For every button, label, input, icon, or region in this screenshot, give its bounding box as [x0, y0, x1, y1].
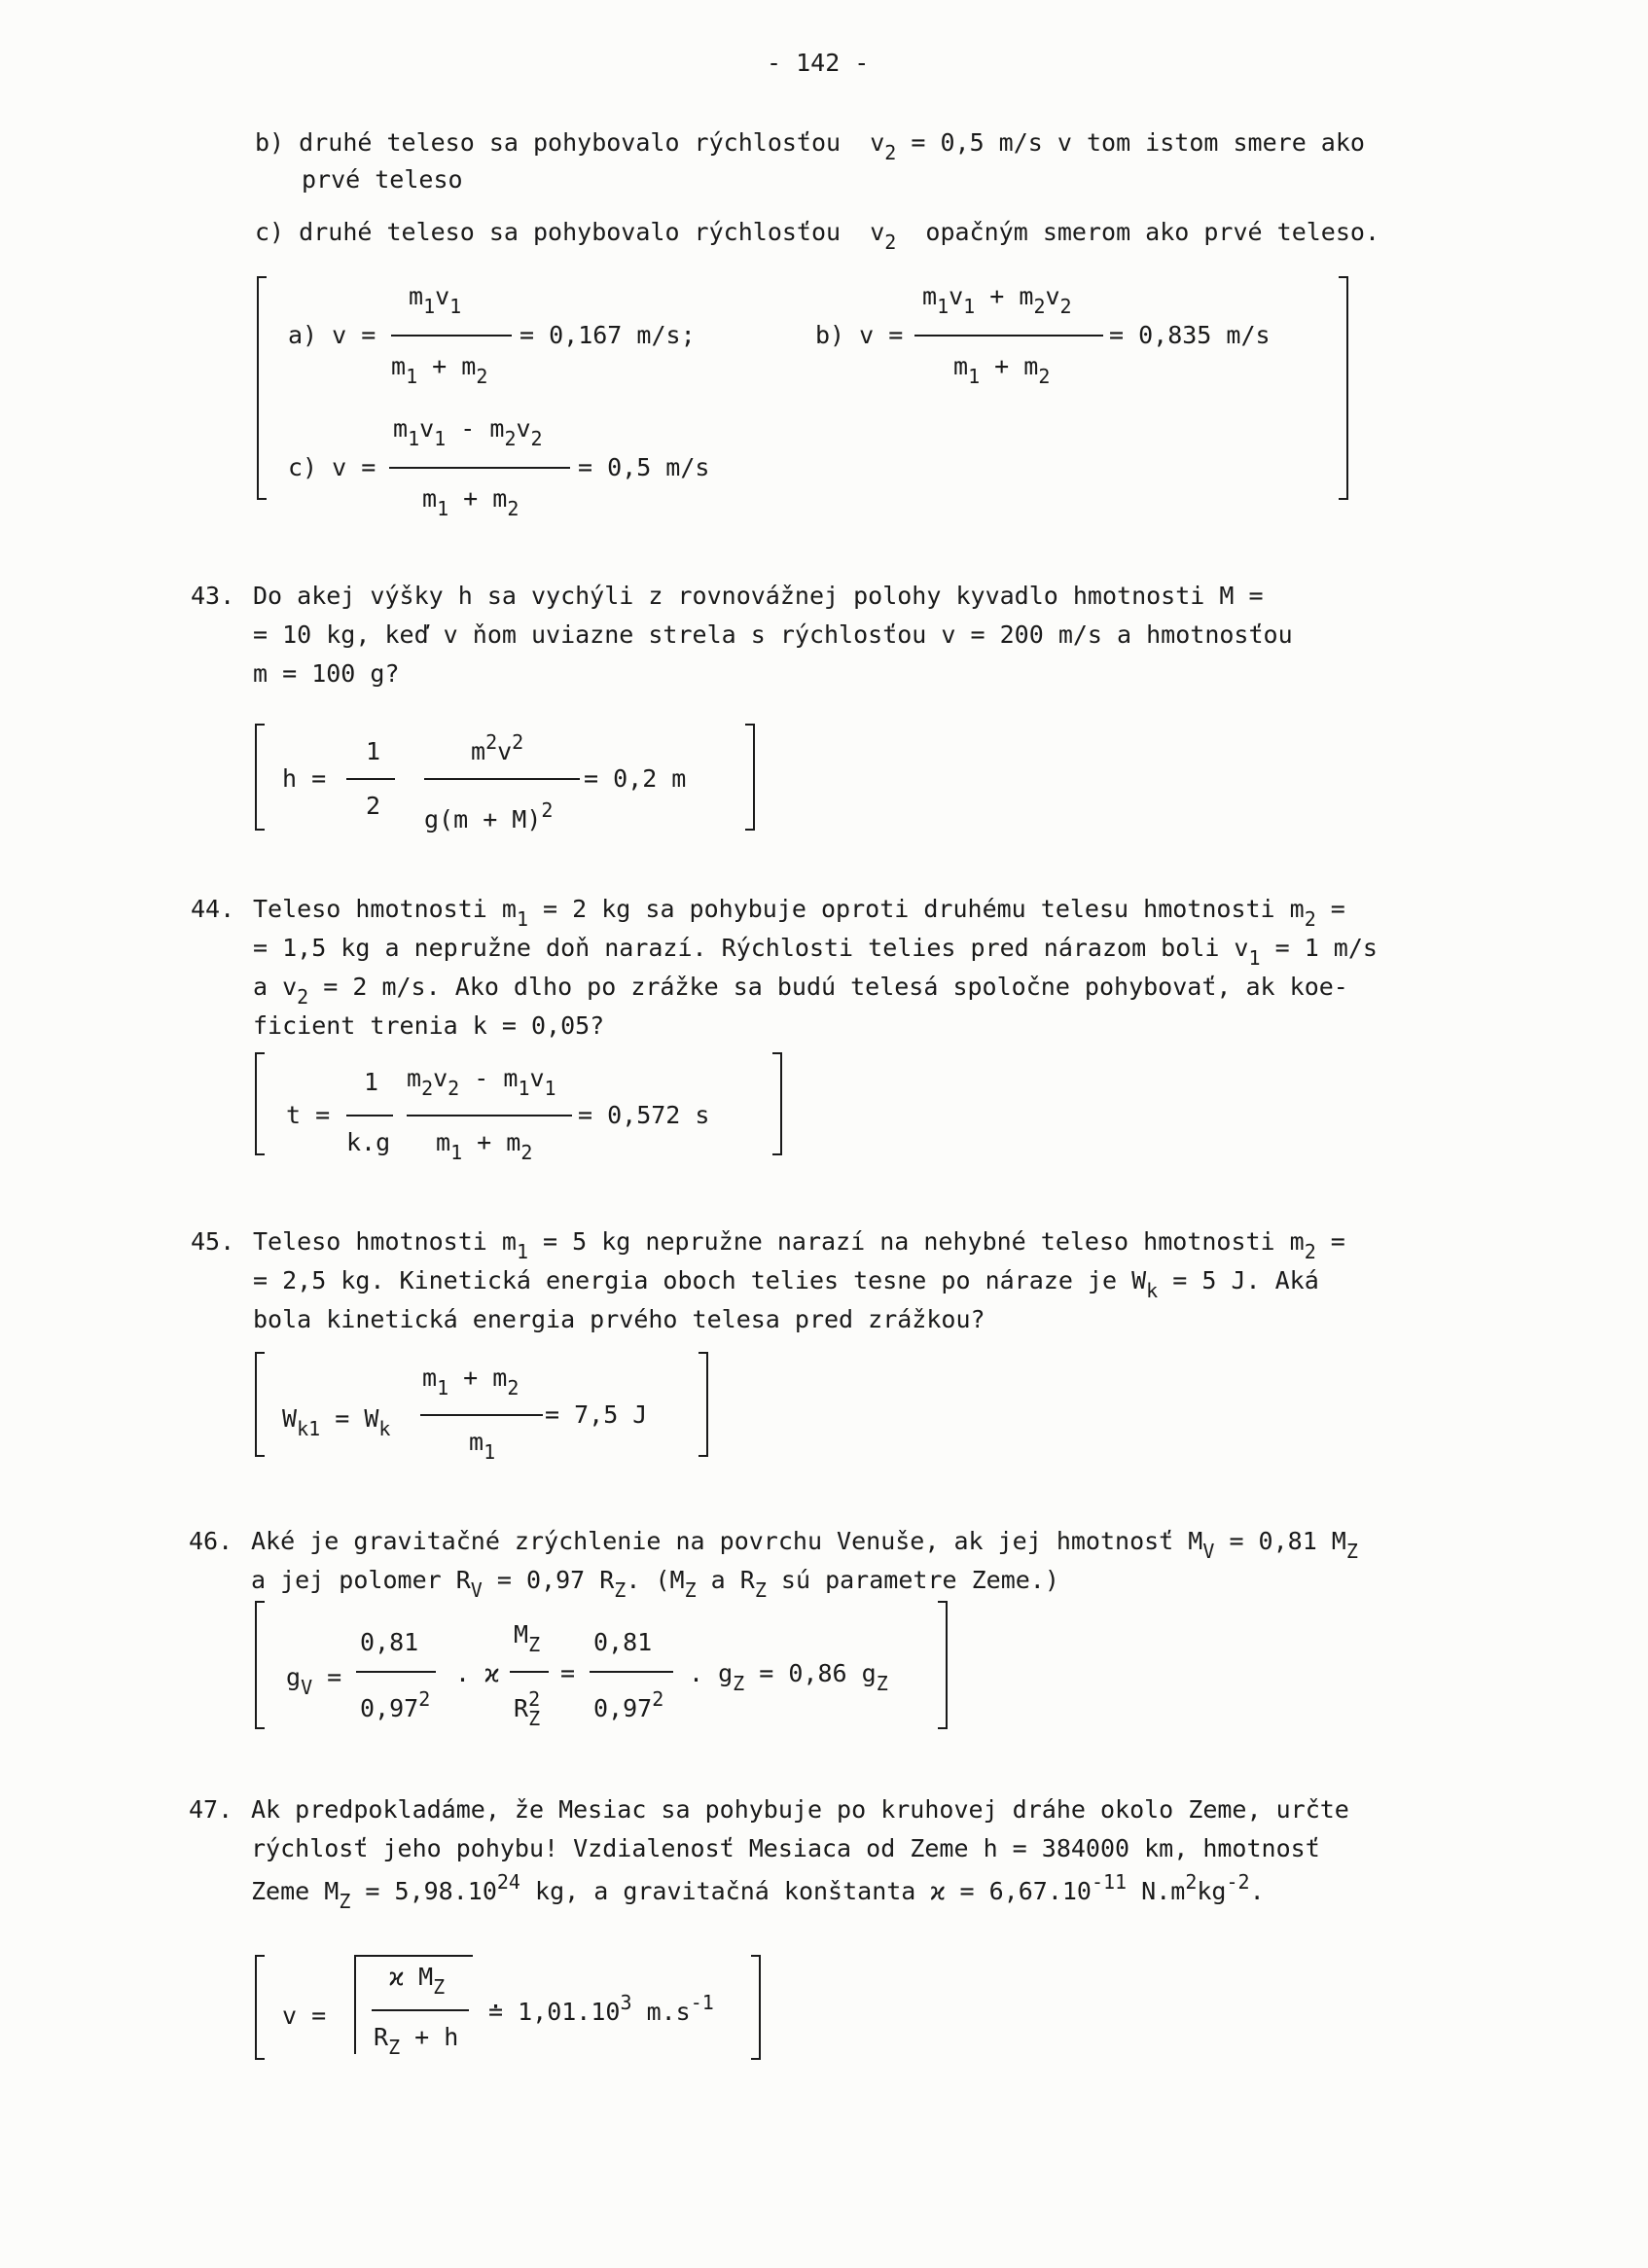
left-bracket: [255, 1601, 265, 1729]
left-bracket: [255, 724, 265, 831]
fraction-denominator: 0,97$^2$: [593, 1687, 664, 1722]
problem-text-line: Zeme $M_Z = 5,98.10^{24}$ kg, a gravitačná konštanta $ϰ = 6,67.10^{-11}$ $N.m^2kg^{-2}$.: [251, 1870, 1265, 1913]
right-bracket: [772, 1052, 782, 1155]
problem-text-line: = 2,5 kg. Kinetická energia oboch telies tesne po náraze je $W_k = 5$ J. Aká: [253, 1266, 1319, 1302]
fraction-bar: [346, 1115, 393, 1116]
fraction-denominator: 0,97$^2$: [360, 1687, 431, 1722]
fraction-denominator: $m_1 + m_2$: [436, 1128, 533, 1164]
fraction-numerator: $m_1 + m_2$: [422, 1364, 519, 1400]
fraction-bar: [407, 1115, 572, 1116]
fraction-bar: [389, 467, 570, 469]
fraction-numerator: ϰ $M_Z$: [389, 1963, 446, 1999]
problem-number: 43.: [191, 582, 235, 610]
answer-c-numerator: $m_1v_1 - m_2v_2$: [393, 414, 543, 450]
problem-text-line: Do akej výšky h sa vychýli z rovnovážnej polohy kyvadlo hmotnosti M =: [253, 582, 1264, 610]
fraction-numerator: 1: [364, 1068, 379, 1096]
fraction-bar: [590, 1671, 673, 1673]
problem-text-line: ficient trenia k = 0,05?: [253, 1011, 605, 1040]
fraction-bar: [510, 1671, 549, 1673]
problem-text-line: = 10 kg, keď v ňom uviazne strela s rýchlosťou v = 200 m/s a hmotnosťou: [253, 620, 1293, 649]
fraction-denominator: $g(m + M)^2$: [424, 798, 554, 833]
fraction-numerator: $m^2v^2$: [471, 730, 524, 765]
problem-text-line: Teleso hmotnosti $m_1 = 5$ kg nepružne narazí na nehybné teleso hmotnosti $m_2$ =: [253, 1227, 1345, 1263]
fraction-bar: [356, 1671, 436, 1673]
answer-a-result: = 0,167 m/s;: [519, 321, 696, 349]
fraction-numerator: 0,81: [593, 1628, 653, 1656]
problem-number: 44.: [191, 895, 235, 923]
left-bracket: [255, 1052, 265, 1155]
answer-b-numerator: $m_1v_1 + m_2v_2$: [922, 282, 1072, 318]
problem-text-line: a jej polomer $R_V = 0,97$ $R_Z$. ($M_Z$ a $R_Z$ sú parametre Zeme.): [251, 1566, 1059, 1602]
answer-label: t =: [286, 1101, 331, 1129]
problem-text-line: Teleso hmotnosti $m_1 = 2$ kg sa pohybuje oproti druhému telesu hmotnosti $m_2$ =: [253, 895, 1345, 931]
answer-label: $W_{k1} = W_k$: [282, 1404, 391, 1440]
answer-a-numerator: $m_1v_1$: [409, 282, 462, 318]
problem-text-line: = 1,5 kg a nepružne doň narazí. Rýchlosti telies pred nárazom boli $v_1 = 1$ m/s: [253, 934, 1378, 970]
answer-result: = 0,572 s: [578, 1101, 710, 1129]
problem-text-line: m = 100 g?: [253, 659, 400, 688]
fraction-denominator: $R_Z + h$: [374, 2023, 459, 2059]
problem-text-line: rýchlosť jeho pohybu! Vzdialenosť Mesiaca od Zeme h = 384000 km, hmotnosť: [251, 1834, 1320, 1862]
page-number: - 142 -: [767, 49, 870, 77]
fraction-bar: [372, 2009, 469, 2011]
answer-c-label: c) v =: [288, 453, 376, 481]
answer-result: = 0,2 m: [584, 764, 687, 793]
answer-a-label: a) v =: [288, 321, 376, 349]
fraction-bar: [914, 335, 1103, 337]
answer-a-denominator: $m_1 + m_2$: [391, 352, 488, 388]
kappa-symbol: . ϰ: [455, 1659, 500, 1687]
problem-text-line: a $v_2 = 2$ m/s. Ako dlho po zrážke sa budú telesá spoločne pohybovať, ak koe-: [253, 973, 1348, 1009]
fraction-numerator: 1: [366, 737, 381, 765]
equals-sign: =: [560, 1659, 576, 1687]
answer-b-denominator: $m_1 + m_2$: [953, 352, 1051, 388]
right-bracket: [751, 1955, 761, 2060]
option-b-line2: prvé teleso: [302, 165, 463, 194]
fraction-bar: [420, 1414, 543, 1416]
fraction-numerator: 0,81: [360, 1628, 419, 1656]
fraction-denominator: $m_1$: [469, 1428, 496, 1464]
option-b: b) druhé teleso sa pohybovalo rýchlosťou $v_2 = 0,5$ m/s v tom istom smere ako: [255, 128, 1365, 164]
fraction-denominator: k.g: [346, 1128, 391, 1156]
right-bracket: [938, 1601, 948, 1729]
left-bracket: [257, 276, 267, 500]
problem-text-line: Ak predpokladáme, že Mesiac sa pohybuje po kruhovej dráhe okolo Zeme, určte: [251, 1795, 1349, 1824]
fraction-numerator: $m_2v_2 - m_1v_1$: [407, 1064, 556, 1100]
fraction-bar: [391, 335, 512, 337]
answer-result: ≐ 1,01.10$^3$ $m.s^{-1}$: [488, 1991, 714, 2026]
right-bracket: [1339, 276, 1348, 500]
problem-number: 46.: [189, 1527, 233, 1555]
fraction-denominator: $R^2_Z$: [514, 1687, 541, 1730]
answer-label: h =: [282, 764, 327, 793]
problem-number: 47.: [189, 1795, 233, 1824]
fraction-bar: [424, 778, 580, 780]
answer-c-denominator: $m_1 + m_2$: [422, 484, 519, 520]
left-bracket: [255, 1352, 265, 1457]
right-bracket: [699, 1352, 708, 1457]
problem-number: 45.: [191, 1227, 235, 1256]
fraction-numerator: $M_Z$: [514, 1620, 541, 1656]
answer-g-label: $g_V$ =: [286, 1663, 342, 1699]
problem-text-line: bola kinetická energia prvého telesa pred zrážkou?: [253, 1305, 985, 1333]
right-bracket: [745, 724, 755, 831]
answer-b-result: = 0,835 m/s: [1109, 321, 1271, 349]
problem-text-line: Aké je gravitačné zrýchlenie na povrchu Venuše, ak jej hmotnosť $M_V = 0,81$ $M_Z$: [251, 1527, 1358, 1563]
answer-result: = 7,5 J: [545, 1400, 648, 1429]
left-bracket: [255, 1955, 265, 2060]
answer-result: . $g_Z = 0,86$ $g_Z$: [689, 1659, 888, 1695]
answer-c-result: = 0,5 m/s: [578, 453, 710, 481]
fraction-bar: [346, 778, 395, 780]
fraction-denominator: 2: [366, 792, 381, 820]
answer-label: v =: [282, 2002, 327, 2030]
option-c: c) druhé teleso sa pohybovalo rýchlosťou $v_2$ opačným smerom ako prvé teleso.: [255, 218, 1379, 254]
answer-b-label: b) v =: [815, 321, 904, 349]
